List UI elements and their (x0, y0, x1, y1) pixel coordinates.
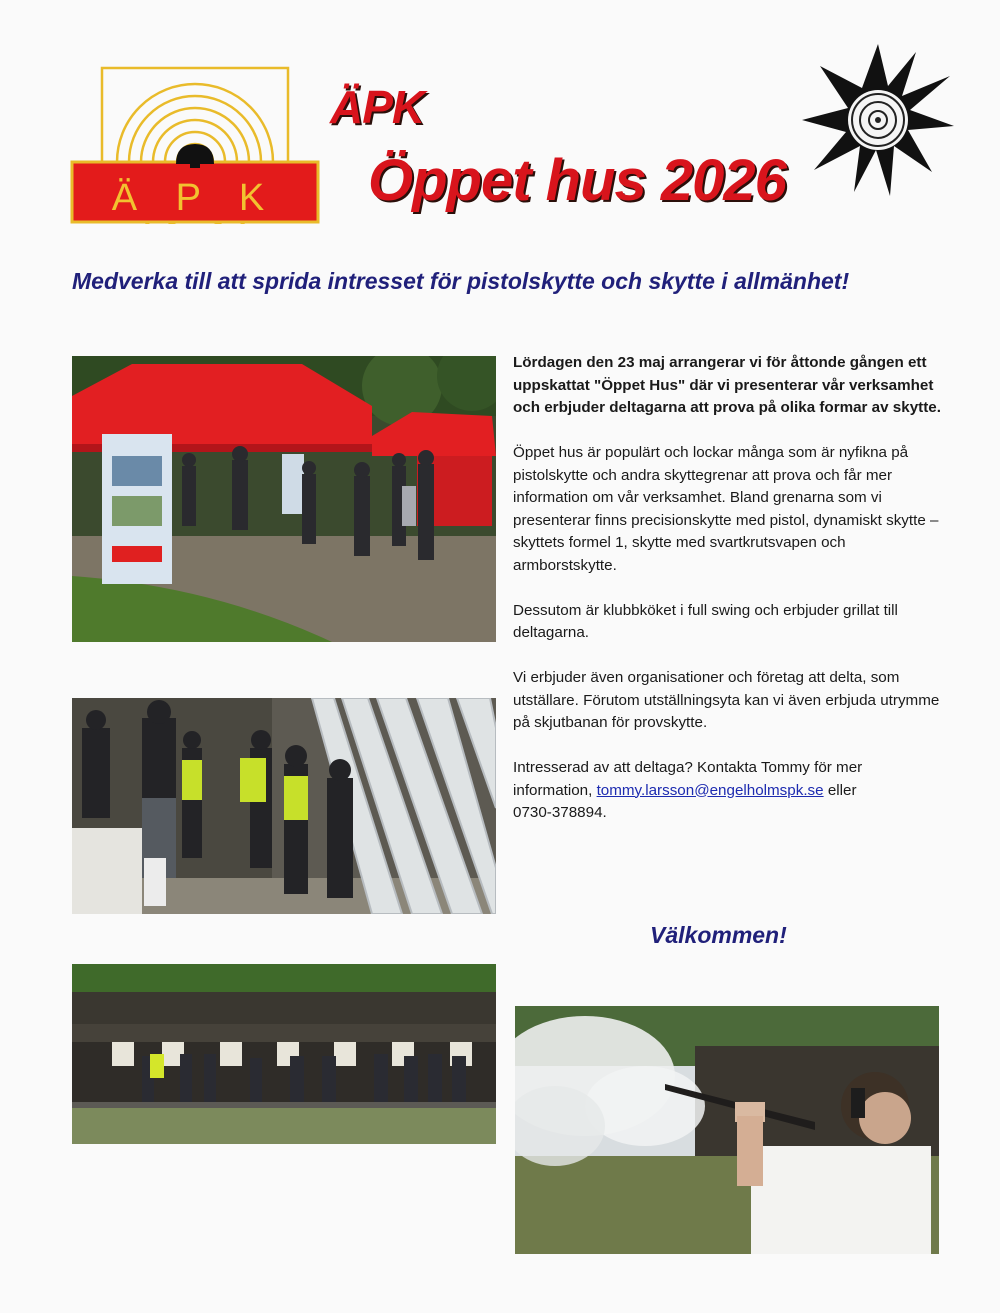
paragraph-4: Vi erbjuder även organisationer och företag att delta, som utställare. Förutom utställningsyta kan vi även erbjuda utrymme på skjutbanan för provskytte. (513, 669, 940, 731)
photo-shotgun-shooter (515, 1006, 939, 1254)
starburst-target-icon (800, 42, 956, 200)
title-small: ÄPK (330, 81, 425, 133)
welcome-text: Välkommen! (650, 922, 787, 948)
photo-outdoor-targets (72, 964, 496, 1144)
contact-paragraph (513, 757, 943, 825)
photo-tents (72, 356, 496, 642)
paragraph-3: Dessutom är klubbköket i full swing och erbjuder grillat till deltagarna. (513, 601, 898, 641)
contact-phone: 0730-378894. (513, 804, 607, 821)
contact-prefix: Intresserad av att deltaga? Kontakta Tommy för mer information, (513, 759, 863, 799)
subtitle: Medverka till att sprida intresset för pistolskytte och skytte i allmänhet! (72, 268, 850, 294)
apk-logo (70, 66, 320, 224)
paragraph-2: Öppet hus är populärt och lockar många som är nyfikna på pistolskytte och andra skyttegrenar att prova och får mer information om vår verksamhet. Bland grenarna som vi presenterar finns precisionskytte med pistol, dynamiskt skytte – skyttets formel 1, skytte med svartkrutsvapen och armborstskytte. (513, 444, 939, 574)
contact-mid: eller (823, 781, 857, 799)
body-text (513, 352, 943, 847)
logo-text: Ä P K (111, 177, 279, 219)
page-title: Öppet hus 2026 (368, 148, 786, 213)
intro-paragraph: Lördagen den 23 maj arrangerar vi för åttonde gången ett uppskattat "Öppet Hus" där vi presenterar vår verksamhet och erbjuder deltagarna att prova på olika formar av skytte. (513, 354, 941, 416)
contact-email-link[interactable]: tommy.larsson@engelholmspk.se (596, 781, 824, 799)
photo-indoor-range (72, 698, 496, 914)
